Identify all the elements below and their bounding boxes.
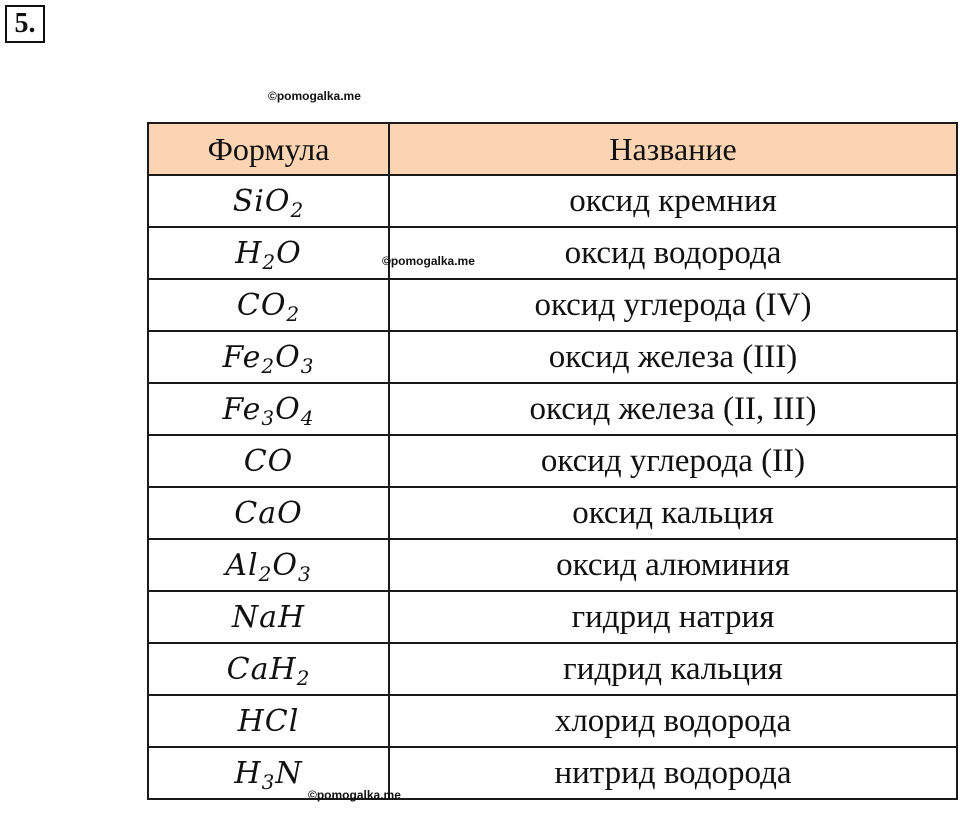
table-row [148, 591, 957, 643]
subscript-index: 3 [297, 561, 312, 586]
table-header-row [148, 123, 957, 175]
element-symbol: O [272, 547, 298, 583]
subscript-index: 2 [261, 353, 276, 378]
column-header-formula: Формула [148, 123, 389, 175]
element-symbol: H [277, 599, 306, 635]
subscript-index: 2 [286, 301, 301, 326]
formula-cell [148, 435, 389, 487]
table-row [148, 643, 957, 695]
formula-cell [148, 175, 389, 227]
name-cell: гидрид кальция [389, 643, 957, 695]
table-row [148, 175, 957, 227]
table-row [148, 331, 957, 383]
formula-cell [148, 227, 389, 279]
name-cell: оксид кремния [389, 175, 957, 227]
formula-cell [148, 695, 389, 747]
table-row [148, 539, 957, 591]
formula-cell [148, 591, 389, 643]
element-symbol: C [236, 287, 261, 323]
name-cell: хлорид водорода [389, 695, 957, 747]
formula-cell [148, 331, 389, 383]
element-symbol: O [264, 183, 291, 219]
name-cell: гидрид натрия [389, 591, 957, 643]
formula-cell [148, 383, 389, 435]
name-cell: оксид углерода (II) [389, 435, 957, 487]
element-symbol: Cl [264, 703, 300, 739]
element-symbol: O [267, 443, 294, 479]
name-cell: оксид железа (III) [389, 331, 957, 383]
subscript-index: 2 [296, 665, 311, 690]
element-symbol: H [235, 235, 263, 271]
table-row [148, 435, 957, 487]
table-body [148, 175, 957, 799]
watermark: ©pomogalka.me [308, 788, 401, 802]
watermark: ©pomogalka.me [268, 89, 361, 103]
element-symbol: O [275, 339, 301, 375]
element-symbol: Si [232, 183, 265, 219]
table-row [148, 487, 957, 539]
watermark: ©pomogalka.me [382, 254, 475, 268]
element-symbol: Al [225, 547, 259, 583]
subscript-index: 3 [300, 353, 315, 378]
name-cell: оксид углерода (IV) [389, 279, 957, 331]
oxides-table [147, 122, 958, 800]
formula-cell [148, 643, 389, 695]
element-symbol: O [260, 287, 287, 323]
element-symbol: Na [231, 599, 278, 635]
subscript-index: 2 [258, 561, 273, 586]
table-row [148, 383, 957, 435]
task-number: 5. [5, 5, 45, 43]
element-symbol: Ca [234, 495, 278, 531]
element-symbol: Fe [222, 339, 262, 375]
element-symbol: N [275, 755, 303, 791]
element-symbol: H [269, 651, 297, 687]
table-row [148, 227, 957, 279]
name-cell: оксид кальция [389, 487, 957, 539]
formula-cell [148, 279, 389, 331]
element-symbol: O [275, 391, 301, 427]
element-symbol: Ca [226, 651, 270, 687]
element-symbol: O [276, 235, 302, 271]
subscript-index: 4 [300, 405, 315, 430]
column-header-name: Название [389, 123, 957, 175]
element-symbol: H [237, 703, 265, 739]
table-row [148, 279, 957, 331]
subscript-index: 3 [261, 405, 276, 430]
name-cell: оксид алюминия [389, 539, 957, 591]
element-symbol: C [243, 443, 268, 479]
name-cell: нитрид водорода [389, 747, 957, 799]
name-cell: оксид железа (II, III) [389, 383, 957, 435]
formula-cell [148, 539, 389, 591]
subscript-index: 3 [261, 769, 276, 794]
subscript-index: 2 [262, 249, 277, 274]
element-symbol: Fe [222, 391, 262, 427]
name-cell: оксид водорода [389, 227, 957, 279]
element-symbol: H [234, 755, 262, 791]
subscript-index: 2 [290, 197, 305, 222]
element-symbol: O [277, 495, 303, 531]
table-row [148, 747, 957, 799]
formula-cell [148, 487, 389, 539]
table-row [148, 695, 957, 747]
